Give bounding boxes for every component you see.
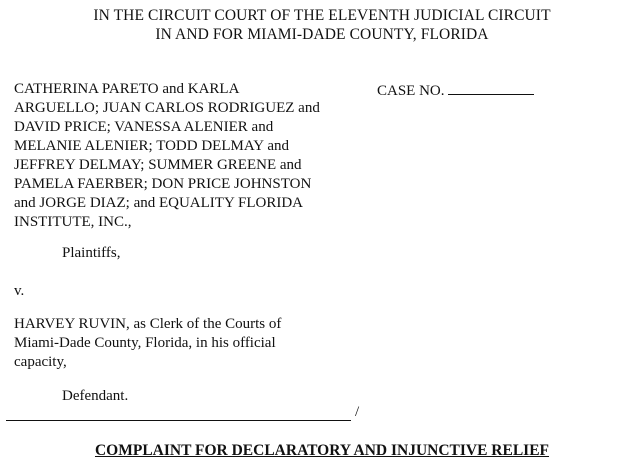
complaint-title: COMPLAINT FOR DECLARATORY AND INJUNCTIVE RELIEF bbox=[94, 442, 550, 459]
defendant-line: capacity, bbox=[14, 354, 67, 370]
defendant-names bbox=[14, 315, 354, 372]
case-number bbox=[377, 80, 534, 101]
caption-separator-slash: / bbox=[355, 404, 360, 420]
versus-label: v. bbox=[14, 283, 25, 299]
plaintiffs-line: CATHERINA PARETO and KARLA bbox=[14, 81, 240, 97]
case-number-blank bbox=[448, 80, 534, 95]
plaintiffs-line: PAMELA FAERBER; DON PRICE JOHNSTON bbox=[14, 176, 312, 192]
plaintiffs-line: JEFFREY DELMAY; SUMMER GREENE and bbox=[14, 157, 302, 173]
plaintiffs-line: INSTITUTE, INC., bbox=[14, 214, 132, 230]
court-heading-line-2: IN AND FOR MIAMI-DADE COUNTY, FLORIDA bbox=[155, 26, 489, 43]
defendant-role: Defendant. bbox=[62, 388, 129, 404]
plaintiffs-line: MELANIE ALENIER; TODD DELMAY and bbox=[14, 138, 289, 154]
caption-separator-line bbox=[6, 420, 351, 421]
defendant-line: HARVEY RUVIN, as Clerk of the Courts of bbox=[14, 316, 282, 332]
court-heading-line-1: IN THE CIRCUIT COURT OF THE ELEVENTH JUDICIAL CIRCUIT bbox=[93, 7, 551, 24]
defendant-line: Miami-Dade County, Florida, in his official bbox=[14, 335, 276, 351]
court-heading bbox=[0, 6, 644, 44]
plaintiffs-line: and JORGE DIAZ; and EQUALITY FLORIDA bbox=[14, 195, 303, 211]
plaintiffs-names bbox=[14, 80, 354, 232]
plaintiffs-line: DAVID PRICE; VANESSA ALENIER and bbox=[14, 119, 274, 135]
case-number-label: CASE NO. bbox=[377, 83, 445, 99]
plaintiffs-line: ARGUELLO; JUAN CARLOS RODRIGUEZ and bbox=[14, 100, 320, 116]
plaintiffs-role: Plaintiffs, bbox=[62, 245, 121, 261]
